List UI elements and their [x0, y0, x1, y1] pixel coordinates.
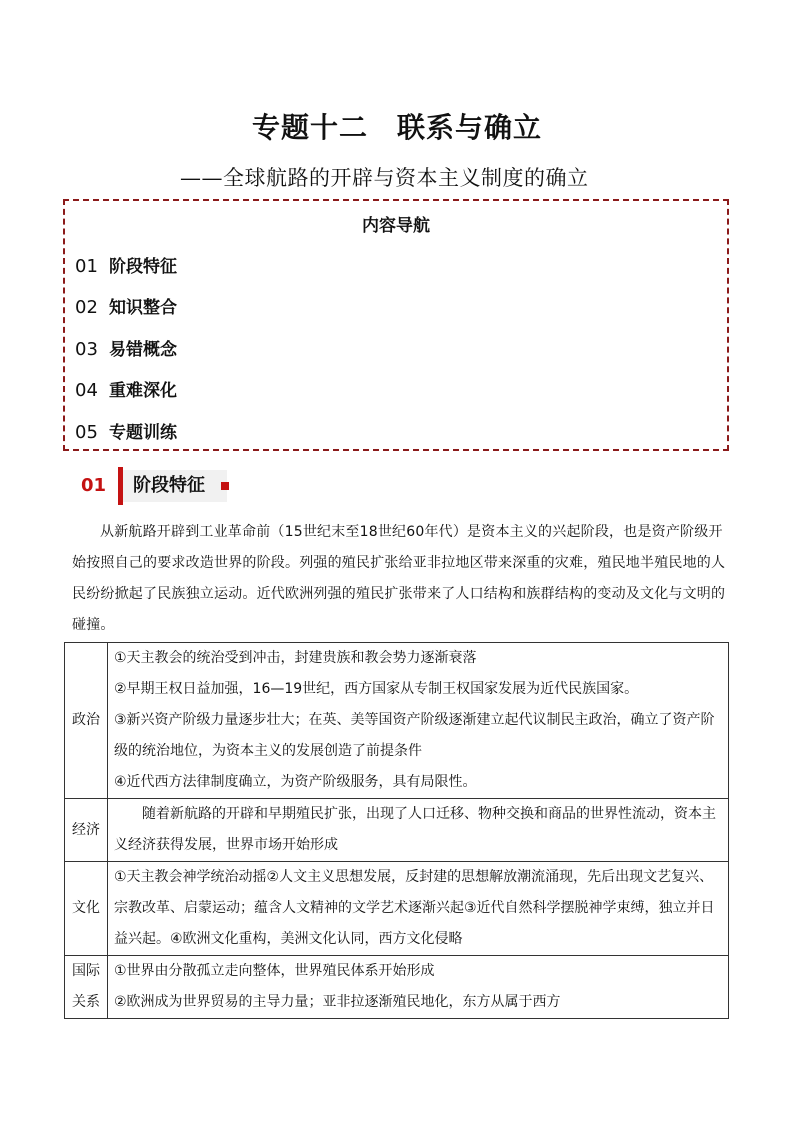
nav-item-number: 03: [75, 339, 98, 360]
content-line: ②早期王权日益加强，16—19世纪，西方国家从专制王权国家发展为近代民族国家。: [114, 681, 639, 697]
content-line: ①天主教会的统治受到冲击，封建贵族和教会势力逐渐衰落: [114, 650, 477, 666]
content-line: ③新兴资产阶级力量逐步壮大；在英、美等国资产阶级逐渐建立起代议制民主政治，确立了资产阶级的统治地位，为资本主义的发展创造了前提条件: [114, 712, 715, 759]
nav-item-topic-training[interactable]: [75, 421, 177, 445]
content-line: 随着新航路的开辟和早期殖民扩张，出现了人口迁移、物种交换和商品的世界性流动，资本主义经济获得发展，世界市场开始形成: [114, 806, 716, 853]
nav-item-stage-features[interactable]: [75, 255, 177, 279]
nav-item-knowledge-integration[interactable]: [75, 296, 177, 320]
content-line: ①天主教会神学统治动摇②人文主义思想发展，反封建的思想解放潮流涌现，先后出现文艺复兴、宗教改革、启蒙运动；蕴含人文精神的文学艺术逐渐兴起③近代自然科学摆脱神学束缚，独立并日益兴起。④欧洲文化重构，美洲文化认同，西方文化侵略: [114, 869, 715, 947]
content-cell: [108, 799, 729, 862]
nav-item-number: 04: [75, 380, 98, 401]
nav-item-label: 阶段特征: [109, 257, 177, 277]
content-cell: [108, 643, 729, 799]
table-row: [65, 956, 729, 1019]
content-line: ②欧洲成为世界贸易的主导力量；亚非拉逐渐殖民地化，东方从属于西方: [114, 994, 561, 1010]
content-cell: [108, 956, 729, 1019]
category-line: 国际: [72, 963, 100, 979]
nav-item-number: 02: [75, 297, 98, 318]
table-row: [65, 862, 729, 956]
category-cell: [65, 956, 108, 1019]
nav-item-number: 01: [75, 256, 98, 277]
nav-item-label: 知识整合: [109, 298, 177, 318]
features-table: [64, 642, 729, 1019]
page-subtitle: ——全球航路的开辟与资本主义制度的确立: [180, 166, 589, 190]
table-row: [65, 799, 729, 862]
section-number: 01: [81, 475, 107, 496]
nav-item-error-prone-concepts[interactable]: [75, 338, 177, 362]
content-line: ①世界由分散孤立走向整体，世界殖民体系开始形成: [114, 963, 435, 979]
table-row: [65, 643, 729, 799]
intro-paragraph: 从新航路开辟到工业革命前（15世纪末至18世纪60年代）是资本主义的兴起阶段，也是资产阶级开始按照自己的要求改造世界的阶段。列强的殖民扩张给亚非拉地区带来深重的灾难，殖民地半殖民地的人民纷纷掀起了民族独立运动。近代欧洲列强的殖民扩张带来了人口结构和族群结构的变动及文化与文明的碰撞。: [72, 524, 726, 633]
content-cell: [108, 862, 729, 956]
category-line: 关系: [72, 994, 100, 1010]
nav-item-key-difficulties[interactable]: [75, 379, 177, 403]
content-line: ④近代西方法律制度确立，为资产阶级服务，具有局限性。: [114, 774, 477, 790]
category-cell: 政治: [65, 643, 108, 799]
nav-heading: 内容导航: [362, 216, 430, 236]
section-title: 阶段特征: [133, 475, 205, 496]
nav-item-label: 易错概念: [109, 340, 177, 360]
category-cell: 经济: [65, 799, 108, 862]
nav-item-label: 专题训练: [109, 423, 177, 443]
content-navigation-box: [63, 199, 729, 451]
category-cell: 文化: [65, 862, 108, 956]
nav-item-number: 05: [75, 422, 98, 443]
page-title: 专题十二 联系与确立: [251, 111, 542, 144]
nav-item-label: 重难深化: [109, 381, 177, 401]
section-square-marker: [221, 482, 229, 490]
